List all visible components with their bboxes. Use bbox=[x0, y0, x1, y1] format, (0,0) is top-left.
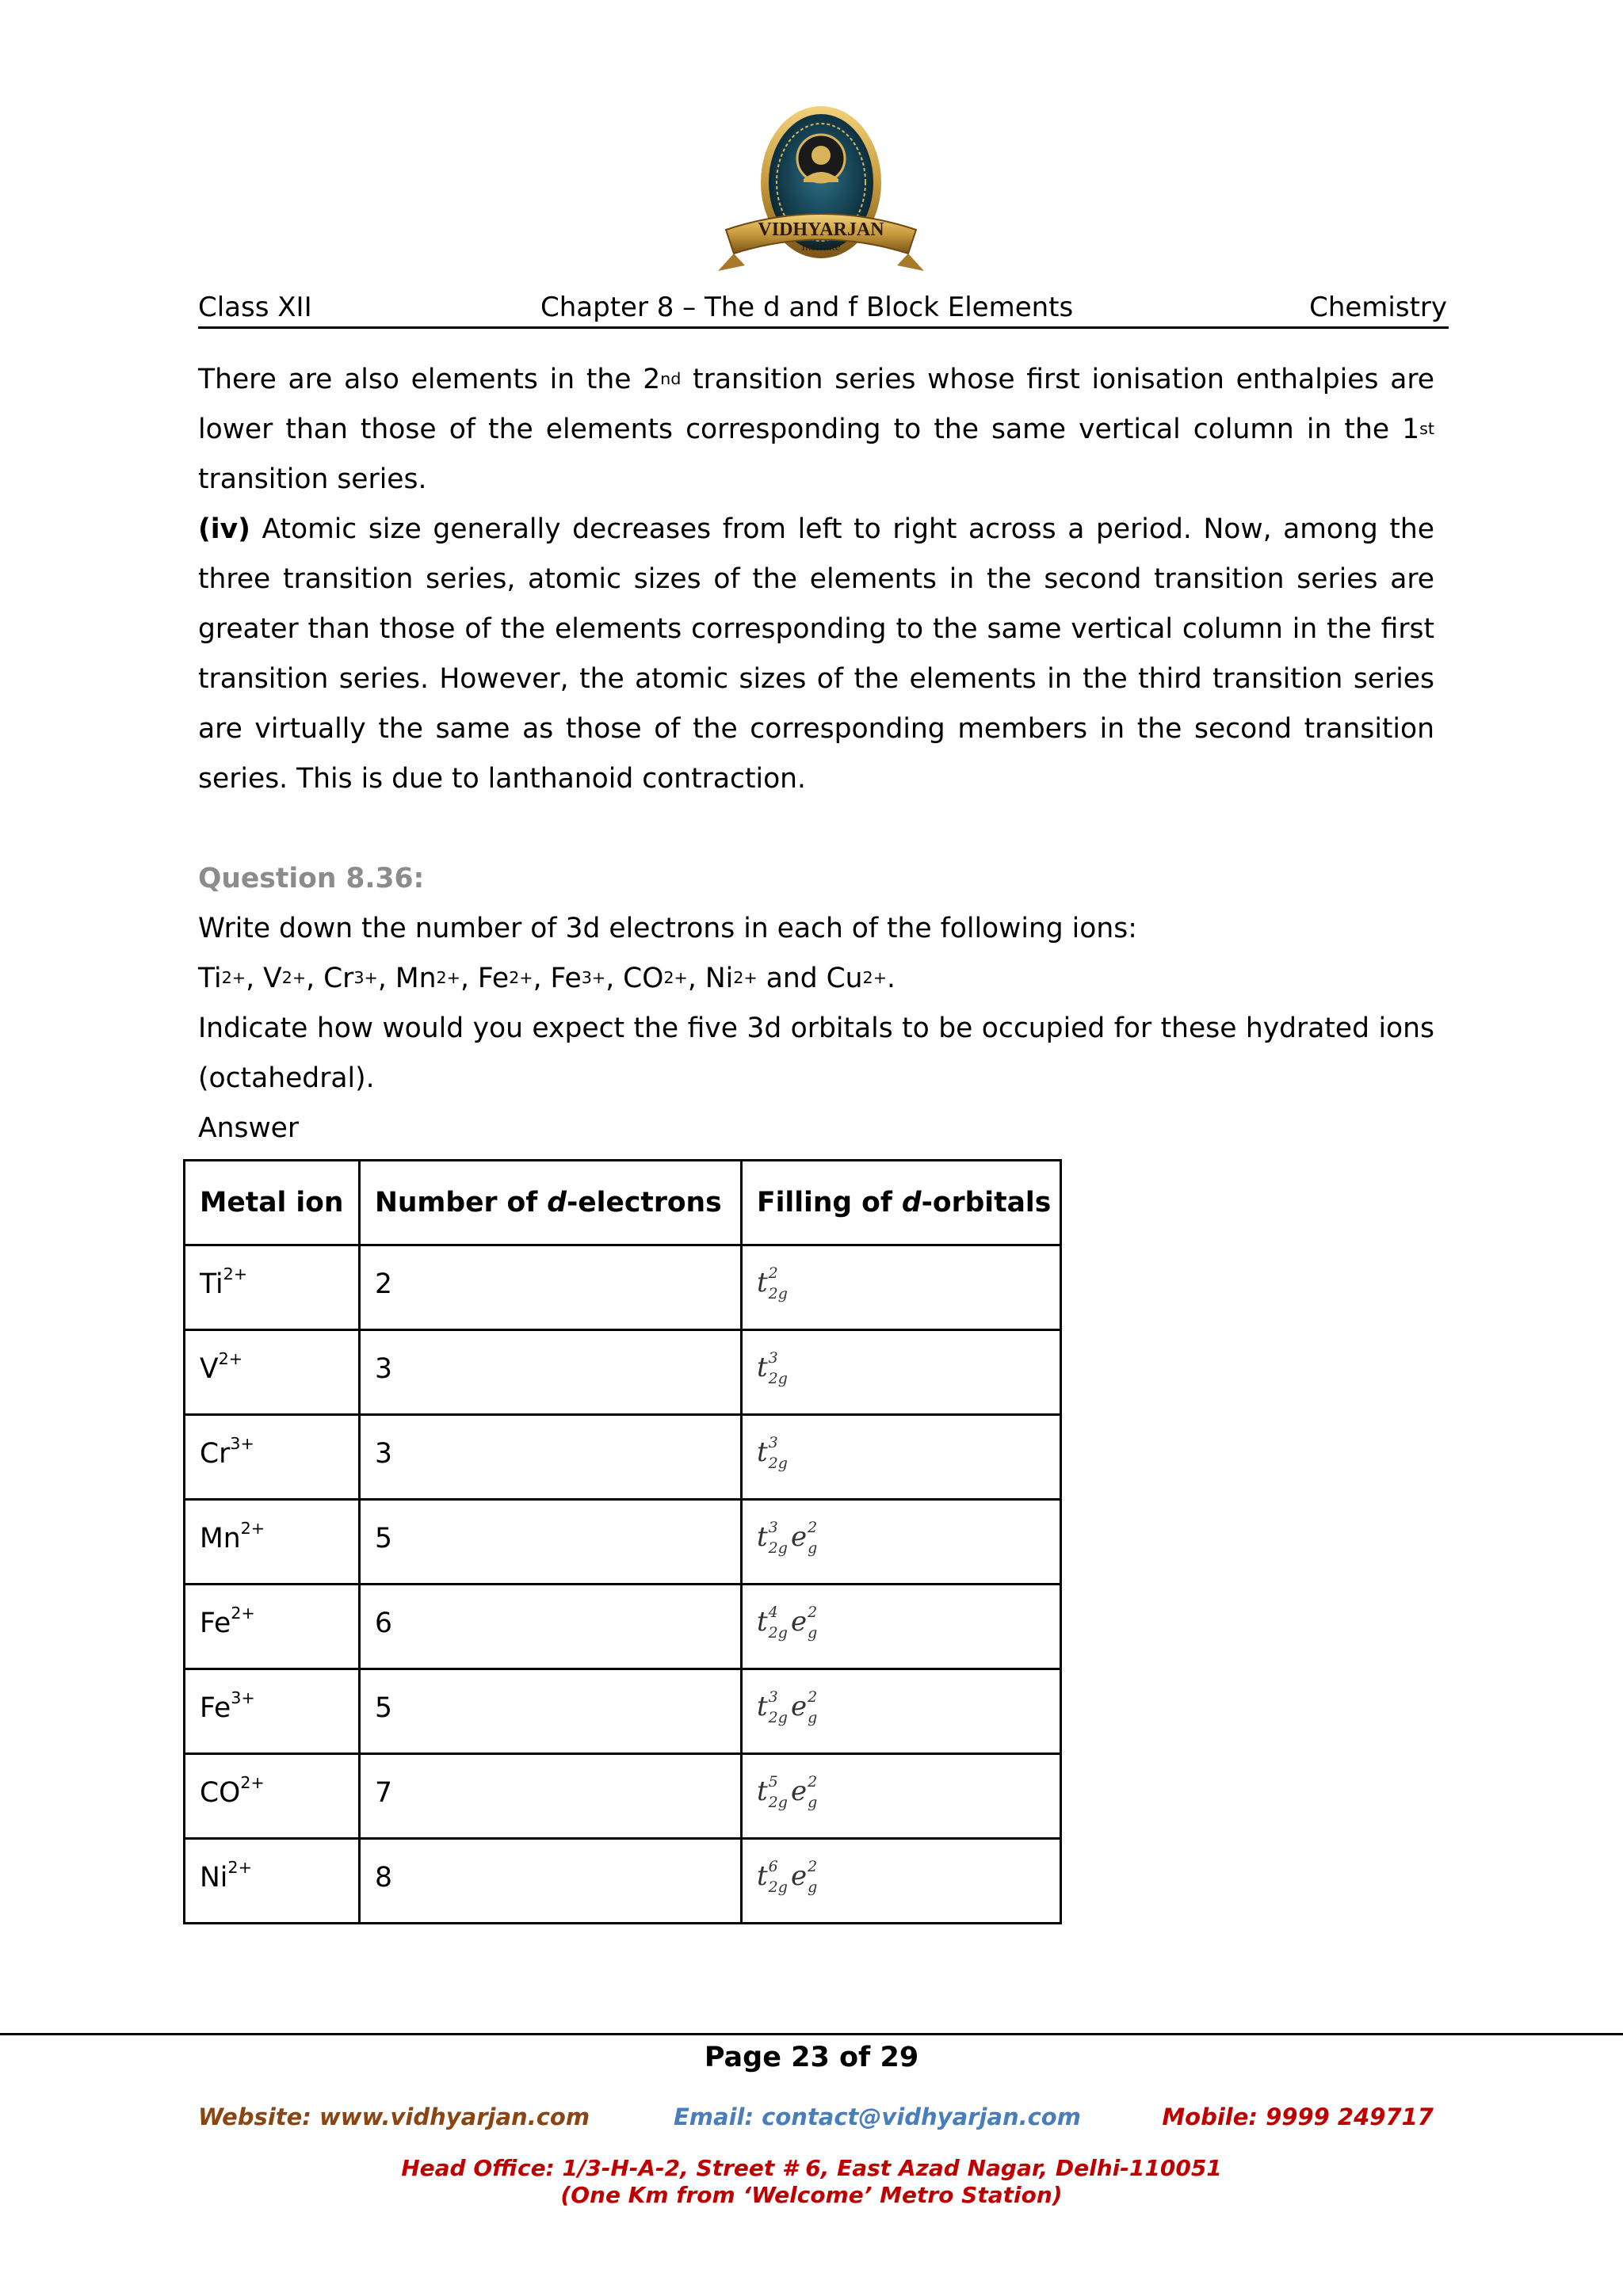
orbital-filling-cell bbox=[742, 1754, 1061, 1839]
electron-count-cell: 2 bbox=[360, 1245, 742, 1330]
orbital-filling-cell bbox=[742, 1245, 1061, 1330]
logo-sub: Institute bbox=[801, 241, 841, 254]
metro-note: (One Km from ‘Welcome’ Metro Station) bbox=[560, 2182, 1063, 2208]
ion-item: $Mn^{2+}$, bbox=[395, 963, 478, 994]
table-row bbox=[185, 1415, 1061, 1500]
table-header-row bbox=[185, 1161, 1061, 1245]
col-d-orbitals: Filling of d-orbitals bbox=[742, 1161, 1061, 1245]
col-d-electrons: Number of d-electrons bbox=[360, 1161, 742, 1245]
paragraph-atomic-size: (iv) Atomic size generally decreases from left to right across a period. Now, among the three transition series, atomic sizes of the elements in the second transition series are greater than those of the elements corresponding to the same vertical column in the first transition series. However, the atomic sizes of the elements in the third transition series are virtually the same as those of the corresponding members in the second transition series. This is due to lanthanoid contraction. bbox=[198, 513, 1434, 795]
col-metal-ion: Metal ion bbox=[185, 1161, 360, 1245]
orbital-configuration: t 5 2g e 2 g bbox=[757, 1773, 818, 1811]
orbital-configuration: t 3 2g e 2 g bbox=[757, 1519, 818, 1557]
ion-item: $Ni^{2+}$ and bbox=[705, 963, 827, 994]
table-row bbox=[185, 1245, 1061, 1330]
metal-ion-cell: $Ni^{2+}$ bbox=[185, 1839, 360, 1924]
website-link[interactable]: Website: www.vidhyarjan.com bbox=[198, 2103, 590, 2130]
orbital-filling-cell bbox=[742, 1585, 1061, 1669]
header-chapter: Chapter 8 – The d and f Block Elements bbox=[540, 292, 1074, 323]
electron-count-cell: 6 bbox=[360, 1585, 742, 1669]
orbital-filling-cell bbox=[742, 1415, 1061, 1500]
orbital-configuration: t 3 2g e 2 g bbox=[757, 1688, 818, 1726]
table-row bbox=[185, 1839, 1061, 1924]
question-instruction: Indicate how would you expect the five 3d orbitals to be occupied for these hydrated ions (octahedral). bbox=[198, 1013, 1434, 1094]
table-row bbox=[185, 1585, 1061, 1669]
header-class: Class XII bbox=[198, 292, 312, 323]
question-title: Question 8.36: bbox=[198, 863, 425, 894]
content bbox=[198, 355, 1434, 1154]
mobile-number: Mobile: 9999 249717 bbox=[1162, 2103, 1434, 2130]
ion-item: $Ti^{2+}$, bbox=[198, 963, 264, 994]
orbital-filling-cell bbox=[742, 1330, 1061, 1415]
header-subject: Chemistry bbox=[1309, 292, 1447, 323]
electron-count-cell: 5 bbox=[360, 1669, 742, 1754]
electron-count-cell: 5 bbox=[360, 1500, 742, 1585]
ion-item: $CO^{2+}$, bbox=[623, 963, 705, 994]
electron-count-cell: 7 bbox=[360, 1754, 742, 1839]
ions-list bbox=[198, 954, 1434, 1004]
footer-divider bbox=[0, 2033, 1623, 2035]
point-label: (iv) bbox=[198, 513, 250, 545]
answer-label: Answer bbox=[198, 1112, 300, 1144]
orbital-configuration: t 3 2g bbox=[757, 1349, 788, 1387]
metal-ion-cell: $Fe^{3+}$ bbox=[185, 1669, 360, 1754]
electron-count-cell: 3 bbox=[360, 1415, 742, 1500]
ion-item: $Fe^{2+}$, bbox=[477, 963, 551, 994]
page-header bbox=[198, 292, 1447, 326]
metal-ion-cell: $Mn^{2+}$ bbox=[185, 1500, 360, 1585]
institute-logo bbox=[710, 103, 932, 287]
orbital-filling-cell bbox=[742, 1669, 1061, 1754]
metal-ion-cell: $CO^{2+}$ bbox=[185, 1754, 360, 1839]
ion-item: $Cr^{3+}$, bbox=[323, 963, 395, 994]
electron-count-cell: 8 bbox=[360, 1839, 742, 1924]
metal-ion-cell: $Fe^{2+}$ bbox=[185, 1585, 360, 1669]
ion-item: $V^{2+}$, bbox=[263, 963, 324, 994]
table-row bbox=[185, 1669, 1061, 1754]
head-office-address: Head Office: 1/3-H-A-2, Street # 6, East Azad Nagar, Delhi-110051 bbox=[401, 2155, 1222, 2181]
table-row bbox=[185, 1754, 1061, 1839]
orbital-configuration: t 2 2g bbox=[757, 1264, 788, 1302]
email-link[interactable]: Email: contact@vidhyarjan.com bbox=[674, 2103, 1081, 2130]
orbital-filling-cell bbox=[742, 1839, 1061, 1924]
orbital-configuration: t 4 2g e 2 g bbox=[757, 1604, 818, 1642]
ion-item: $Cu^{2+}$. bbox=[826, 963, 896, 994]
ion-item: $Fe^{3+}$, bbox=[550, 963, 624, 994]
orbital-configuration: t 6 2g e 2 g bbox=[757, 1858, 818, 1896]
metal-ion-cell: $Cr^{3+}$ bbox=[185, 1415, 360, 1500]
table-row bbox=[185, 1500, 1061, 1585]
orbital-configuration: t 3 2g bbox=[757, 1434, 788, 1472]
logo-name: VIDHYARJAN bbox=[758, 219, 884, 240]
question-text: Write down the number of 3d electrons in each of the following ions: bbox=[198, 913, 1137, 944]
table-row bbox=[185, 1330, 1061, 1415]
electron-count-cell: 3 bbox=[360, 1330, 742, 1415]
orbital-filling-cell bbox=[742, 1500, 1061, 1585]
d-electron-table bbox=[183, 1159, 1062, 1924]
page-number: Page 23 of 29 bbox=[704, 2042, 919, 2073]
header-divider bbox=[198, 326, 1449, 329]
paragraph-ionisation: There are also elements in the 2nd transition series whose first ionisation enthalpies are lower than those of the elements corresponding to the same vertical column in the 1st transition series. bbox=[198, 364, 1434, 495]
metal-ion-cell: $Ti^{2+}$ bbox=[185, 1245, 360, 1330]
metal-ion-cell: $V^{2+}$ bbox=[185, 1330, 360, 1415]
